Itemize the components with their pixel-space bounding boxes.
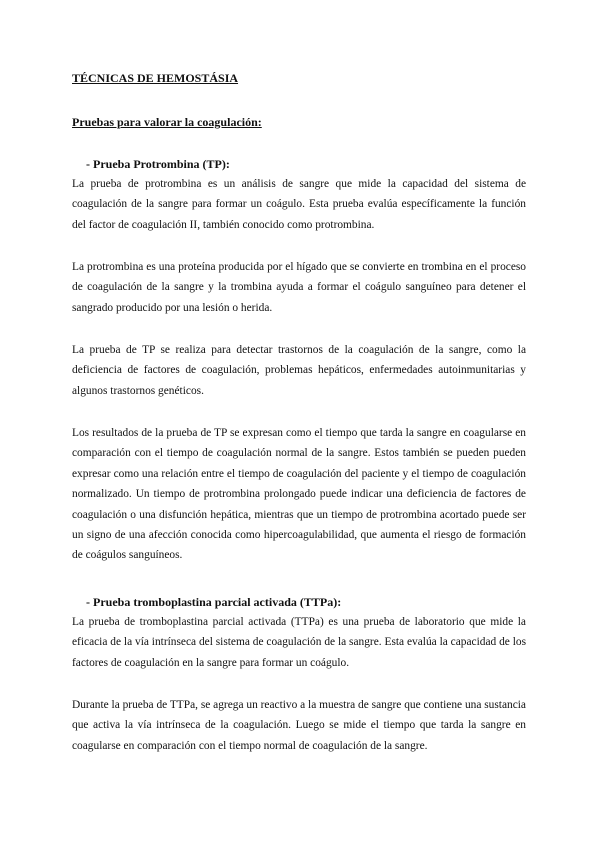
subheading-ttpa: - Prueba tromboplastina parcial activada (TTPa): [86, 595, 342, 609]
document-title: TÉCNICAS DE HEMOSTÁSIA [72, 71, 239, 85]
paragraph-tp-2: La protrombina es una proteína producida por el hígado que se convierte en trombina en el proceso de coagulación de la sangre y la trombina ayuda a formar el coágulo sanguíneo para detener el sangrado producido por una lesión o herida. [72, 261, 526, 314]
paragraph-tp-3: La prueba de TP se realiza para detectar trastornos de la coagulación de la sangre, como la deficiencia de factores de coagulación, problemas hepáticos, enfermedades autoinmunitarias y algunos trastornos genéticos. [72, 344, 526, 397]
subheading-tp: - Prueba Protrombina (TP): [86, 157, 230, 171]
paragraph-tp-1: La prueba de protrombina es un análisis de sangre que mide la capacidad del sistema de coagulación de la sangre para formar un coágulo. Esta prueba evalúa específicamente la función del factor de coagulación II, también conocido como protrombina. [72, 178, 526, 231]
paragraph-tp-4: Los resultados de la prueba de TP se expresan como el tiempo que tarda la sangre en coagularse en comparación con el tiempo de coagulación normal de la sangre. Estos también se pueden pueden expresar como una relación entre el tiempo de coagulación del paciente y el tiempo de coagulación normalizado. Un tiempo de protrombina prolongado puede indicar una deficiencia de factores de coagulación o una disfunción hepática, mientras que un tiempo de protrombina acortado puede ser un signo de una afección conocida como hipercoagulabilidad, que aumenta el riesgo de formación de coágulos sanguíneos. [72, 427, 526, 562]
section-heading: Pruebas para valorar la coagulación: [72, 115, 262, 129]
paragraph-ttpa-1: La prueba de tromboplastina parcial activada (TTPa) es una prueba de laboratorio que mide la eficacia de la vía intrínseca del sistema de coagulación de la sangre. Esta evalúa la capacidad de los factores de coagulación en la sangre para formar un coágulo. [72, 616, 526, 669]
paragraph-ttpa-2: Durante la prueba de TTPa, se agrega un reactivo a la muestra de sangre que contiene una sustancia que activa la vía intrínseca de la coagulación. Luego se mide el tiempo que tarda la sangre en coagularse en comparación con el tiempo normal de coagulación de la sangre. [72, 699, 526, 752]
document-page [72, 68, 526, 752]
